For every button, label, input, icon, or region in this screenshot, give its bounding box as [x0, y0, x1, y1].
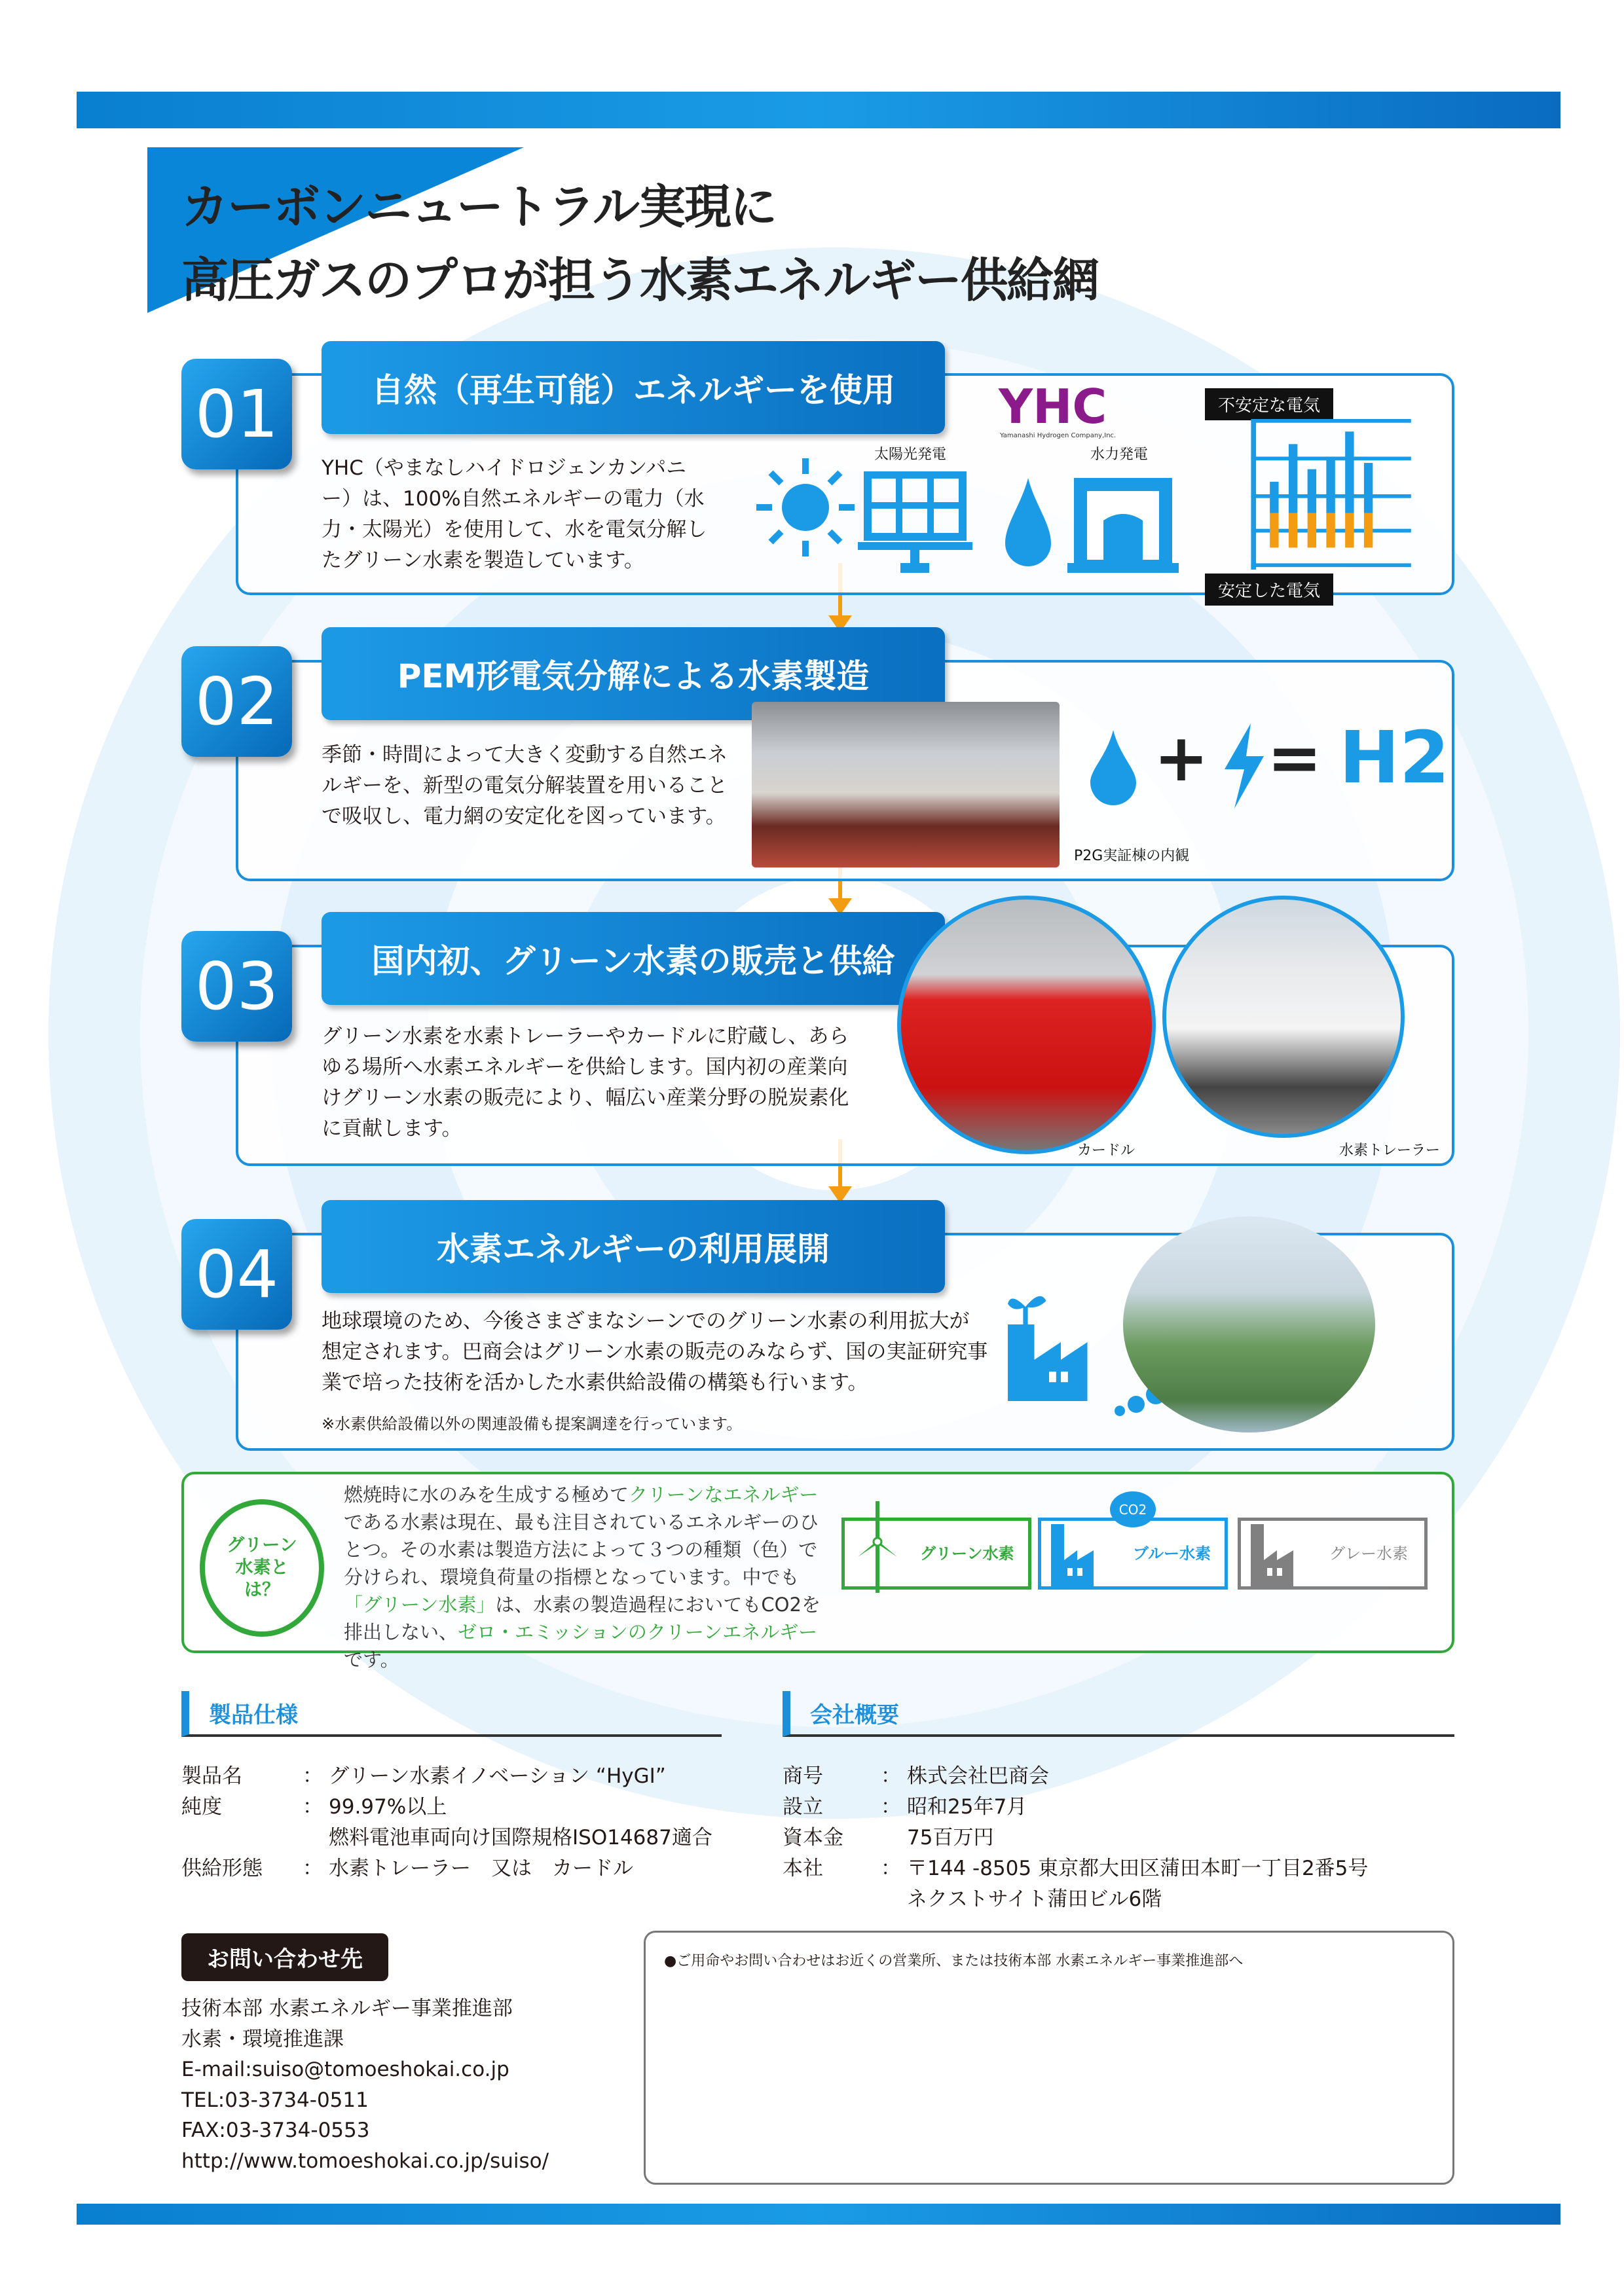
- green-hydrogen-description: [344, 1481, 822, 1673]
- co2-cloud-icon: CO2: [1110, 1491, 1156, 1527]
- formula-h2: H2: [1339, 716, 1450, 799]
- company-value: 75百万円: [907, 1826, 994, 1850]
- product-spec-table: [181, 1761, 758, 1884]
- green-hydrogen-type: [841, 1518, 1031, 1590]
- title-line-2: 高圧ガスのプロが担う水素エネルギー供給網: [181, 253, 1099, 308]
- section-2-heading: PEM形電気分解による水素製造: [322, 627, 945, 720]
- trailer-caption: 水素トレーラー: [1339, 1142, 1441, 1159]
- contact-url[interactable]: http://www.tomoeshokai.co.jp/suiso/: [181, 2149, 549, 2173]
- contact-fax: FAX:03-3734-0553: [181, 2119, 370, 2142]
- contact-email[interactable]: E-mail:suiso@tomoeshokai.co.jp: [181, 2058, 509, 2081]
- desc-highlight: ゼロ・エミッションのクリーンエネルギー: [458, 1621, 818, 1643]
- inquiry-note-box: [644, 1931, 1454, 2185]
- hydro-power-icon: [1002, 471, 1179, 576]
- hydrogen-trailer-photo: [1162, 896, 1405, 1138]
- wind-turbine-icon: [855, 1501, 900, 1593]
- lightning-icon: [1221, 723, 1267, 809]
- contact-tel: TEL:03-3734-0511: [181, 2088, 369, 2112]
- section-3-number: 03: [181, 931, 292, 1042]
- spec-row: 純度 ： 99.97%以上: [181, 1792, 758, 1823]
- desc-highlight: クリーンなエネルギー: [629, 1484, 819, 1506]
- power-stabilization-chart-icon: [1247, 419, 1418, 570]
- desc-text: 燃焼時に水のみを生成する極めて: [344, 1484, 629, 1506]
- bottom-bar: [77, 2204, 1560, 2225]
- formula-equals: =: [1267, 720, 1322, 796]
- desc-text: です。: [344, 1649, 399, 1671]
- section-4-number: 04: [181, 1219, 292, 1330]
- title-line-1: カーボンニュートラル実現に: [181, 179, 776, 234]
- spec-row: 供給形態 ： 水素トレーラー 又は カードル: [181, 1853, 758, 1884]
- section-4-note: ※水素供給設備以外の関連設備も提案調達を行っています。: [322, 1415, 743, 1433]
- spec-key: 製品名: [181, 1764, 242, 1788]
- spec-value: 水素トレーラー 又は カードル: [329, 1857, 633, 1880]
- factory-icon: [1247, 1521, 1306, 1586]
- company-value: ネクストサイト蒲田ビル6階: [907, 1887, 1162, 1911]
- company-heading: 会社概要: [783, 1691, 1454, 1737]
- contact-info: [181, 1994, 549, 2176]
- section-2-number: 02: [181, 646, 292, 757]
- grey-hydrogen-type: [1238, 1518, 1428, 1590]
- spec-value: 99.97%以上: [329, 1795, 447, 1819]
- section-2-body: 季節・時間によって大きく変動する自然エネルギーを、新型の電気分解装置を用いることで吸収し、電力網の安定化を図っています。: [322, 743, 728, 828]
- grey-hydrogen-label: グレー水素: [1329, 1544, 1408, 1563]
- green-hydrogen-label: グリーン水素: [920, 1544, 1014, 1563]
- contact-department: 技術本部 水素エネルギー事業推進部: [181, 1997, 513, 2020]
- spec-value: 燃料電池車両向け国際規格ISO14687適合: [329, 1826, 712, 1850]
- blue-hydrogen-type: [1038, 1501, 1228, 1590]
- yhc-logo-sub: Yamanashi Hydrogen Company,Inc.: [1000, 432, 1116, 439]
- spec-key: 純度: [181, 1795, 222, 1819]
- sun-icon: [756, 458, 855, 556]
- section-1-number: 01: [181, 359, 292, 469]
- curdle-photo: [897, 896, 1156, 1154]
- desc-highlight: 「グリーン水素」: [344, 1594, 496, 1616]
- section-3-body: グリーン水素を水素トレーラーやカードルに貯蔵し、あらゆる場所へ水素エネルギーを供給します。国内初の産業向けグリーン水素の販売により、幅広い産業分野の脱炭素化に貢献します。: [322, 1025, 849, 1140]
- company-value: 〒144 -8505 東京都大田区蒲田本町一丁目2番5号: [907, 1857, 1369, 1880]
- company-row: 本社 ： 〒144 -8505 東京都大田区蒲田本町一丁目2番5号: [783, 1853, 1490, 1884]
- desc-text: である水素は現在、最も注目されているエネルギーのひとつ。その水素は製造方法によって３つの種類（色）で分けられ、環境負荷量の指標となっています。中でも: [344, 1511, 819, 1588]
- desc-text: は、水素の製造過程においてもCO2を排出しない、: [344, 1594, 821, 1643]
- section-4-body: 地球環境のため、今後さまざまなシーンでのグリーン水素の利用拡大が想定されます。巴商会はグリーン水素の販売のみならず、国の実証研究事業で培った技術を活かした水素供給設備の構築も行います。: [322, 1309, 988, 1394]
- product-spec-heading: 製品仕様: [181, 1691, 722, 1737]
- hydro-label: 水力発電: [1090, 446, 1149, 463]
- contact-section: 水素・環境推進課: [181, 2027, 344, 2051]
- company-row: [783, 1884, 1490, 1915]
- company-row: [783, 1823, 1490, 1853]
- unstable-power-label: 不安定な電気: [1205, 388, 1333, 420]
- solar-label: 太陽光発電: [874, 446, 947, 463]
- p2g-facility-photo: [752, 702, 1060, 867]
- solar-panel-icon: [855, 471, 976, 576]
- company-key: 設立: [783, 1795, 823, 1819]
- factory-sprout-icon: [1002, 1277, 1120, 1408]
- company-value: 昭和25年7月: [907, 1795, 1027, 1819]
- stable-power-label: 安定した電気: [1205, 574, 1333, 606]
- company-table: [783, 1761, 1490, 1915]
- water-drop-icon: [1087, 727, 1139, 805]
- section-4-heading: 水素エネルギーの利用展開: [322, 1200, 945, 1293]
- p2g-photo-caption: P2G実証棟の内観: [1074, 848, 1190, 864]
- section-1-body: YHC（やまなしハイドロジェンカンパニー）は、100%自然エネルギーの電力（水力・太陽光）を使用して、水を電気分解したグリーン水素を製造しています。: [322, 456, 707, 572]
- company-key: 商号: [783, 1764, 823, 1788]
- section-3-heading: 国内初、グリーン水素の販売と供給: [322, 912, 945, 1005]
- curdle-caption: カードル: [1077, 1142, 1135, 1159]
- company-key: 本社: [783, 1857, 823, 1880]
- top-bar: [77, 92, 1560, 128]
- spec-key: 供給形態: [181, 1857, 263, 1880]
- company-key: 資本金: [783, 1826, 843, 1850]
- spec-value: グリーン水素イノベーション “HyGI”: [329, 1764, 666, 1788]
- formula-plus: +: [1154, 720, 1209, 796]
- company-row: 設立 ： 昭和25年7月: [783, 1792, 1490, 1823]
- section-1-heading: 自然（再生可能）エネルギーを使用: [322, 341, 945, 434]
- blue-hydrogen-label: ブルー水素: [1133, 1544, 1211, 1563]
- future-city-image: [1123, 1216, 1375, 1432]
- contact-label: お問い合わせ先: [181, 1933, 388, 1981]
- spec-row: 製品名 ： グリーン水素イノベーション “HyGI”: [181, 1761, 758, 1792]
- green-hydrogen-circle-label: グリーン水素とは？: [200, 1499, 324, 1637]
- company-value: 株式会社巴商会: [907, 1764, 1049, 1788]
- yhc-logo: YHC: [999, 379, 1107, 434]
- company-row: 商号 ： 株式会社巴商会: [783, 1761, 1490, 1792]
- spec-row: [181, 1823, 758, 1853]
- inquiry-note: ●ご用命やお問い合わせはお近くの営業所、または技術本部 水素エネルギー事業推進部へ: [664, 1953, 1244, 1969]
- factory-icon: [1048, 1521, 1107, 1586]
